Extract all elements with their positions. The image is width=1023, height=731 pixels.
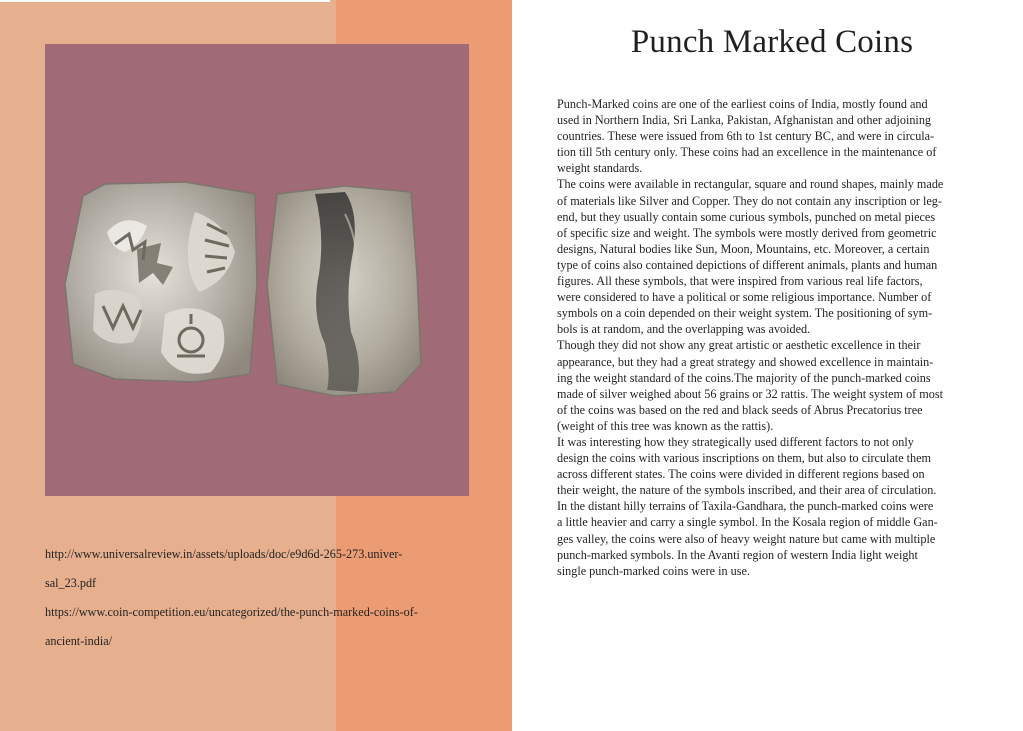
text-line: ing the weight standard of the coins.The majority of the punch-marked coins: [557, 370, 931, 385]
text-line: used in Northern India, Sri Lanka, Pakistan, Afghanistan and other adjoining: [557, 113, 932, 128]
text-line: type of coins also contained depictions of different animals, plants and human: [557, 257, 938, 272]
text-line: design the coins with various inscriptions on them, but also to circulate them: [557, 451, 932, 466]
reference-line: https://www.coin-competition.eu/uncategorized/the-punch-marked-coins-of-: [45, 605, 418, 619]
text-line: their weight, the nature of the symbols inscribed, and their area of circulation.: [557, 483, 937, 498]
text-line: symbols on a coin depended on their weight system. The positioning of sym-: [557, 306, 933, 321]
text-line: The coins were available in rectangular, square and round shapes, mainly made: [557, 177, 944, 192]
paragraph: [557, 176, 981, 337]
text-line: across different states. The coins were divided in different regions based on: [557, 467, 925, 482]
text-line: a little heavier and carry a single symbol. In the Kosala region of middle Gan-: [557, 515, 938, 530]
text-line: of specific size and weight. The symbols were mostly derived from geometric: [557, 225, 937, 240]
text-line: made of silver weighed about 56 grains or 32 rattis. The weight system of most: [557, 386, 943, 401]
text-line: (weight of this tree was known as the rattis).: [557, 418, 774, 433]
coin-obverse: [65, 182, 257, 382]
body-text: [557, 96, 981, 579]
text-line: countries. These were issued from 6th to 1st century BC, and were in circula-: [557, 129, 935, 144]
reference-line: http://www.universalreview.in/assets/uploads/doc/e9d6d-265-273.univer-: [45, 547, 403, 561]
coin-illustration: [45, 44, 469, 496]
text-line: bols is at random, and the overlapping was avoided.: [557, 322, 811, 337]
text-line: punch-marked symbols. In the Avanti region of western India light weight: [557, 547, 918, 562]
references: [45, 540, 475, 656]
text-line: single punch-marked coins were in use.: [557, 563, 750, 578]
text-line: figures. All these symbols, that were inspired from various real life factors,: [557, 274, 923, 289]
text-line: Punch-Marked coins are one of the earliest coins of India, mostly found and: [557, 97, 928, 111]
text-line: tion till 5th century only. These coins had an excellence in the maintenance of: [557, 145, 937, 160]
text-line: It was interesting how they strategically used different factors to not only: [557, 434, 914, 449]
text-line: weight standards.: [557, 161, 643, 176]
page-title: Punch Marked Coins: [630, 24, 914, 60]
text-line: Though they did not show any great artistic or aesthetic excellence in their: [557, 338, 921, 353]
coin-photo: [45, 44, 469, 496]
text-line: were considered to have a political or some religious importance. Number of: [557, 290, 932, 305]
text-line: appearance, but they had a great strategy and showed excellence in maintain-: [557, 354, 934, 369]
paragraph: [557, 96, 981, 176]
text-line: end, but they usually contain some curious symbols, punched on metal pieces: [557, 209, 936, 224]
text-line: In the distant hilly terrains of Taxila-Gandhara, the punch-marked coins were: [557, 499, 934, 514]
text-line: of the coins was based on the red and black seeds of Abrus Precatorius tree: [557, 402, 923, 417]
text-line: of materials like Silver and Copper. They do not contain any inscription or leg-: [557, 193, 942, 208]
reference-line: ancient-india/: [45, 634, 113, 648]
right-page: [512, 0, 1023, 731]
top-rule: [0, 0, 330, 2]
coin-reverse: [267, 186, 421, 396]
paragraph: [557, 434, 981, 579]
reference-line: sal_23.pdf: [45, 576, 97, 590]
text-line: designs, Natural bodies like Sun, Moon, Mountains, etc. Moreover, a certain: [557, 241, 930, 256]
text-line: ges valley, the coins were also of heavy weight nature but came with multiple: [557, 531, 936, 546]
paragraph: [557, 337, 981, 434]
